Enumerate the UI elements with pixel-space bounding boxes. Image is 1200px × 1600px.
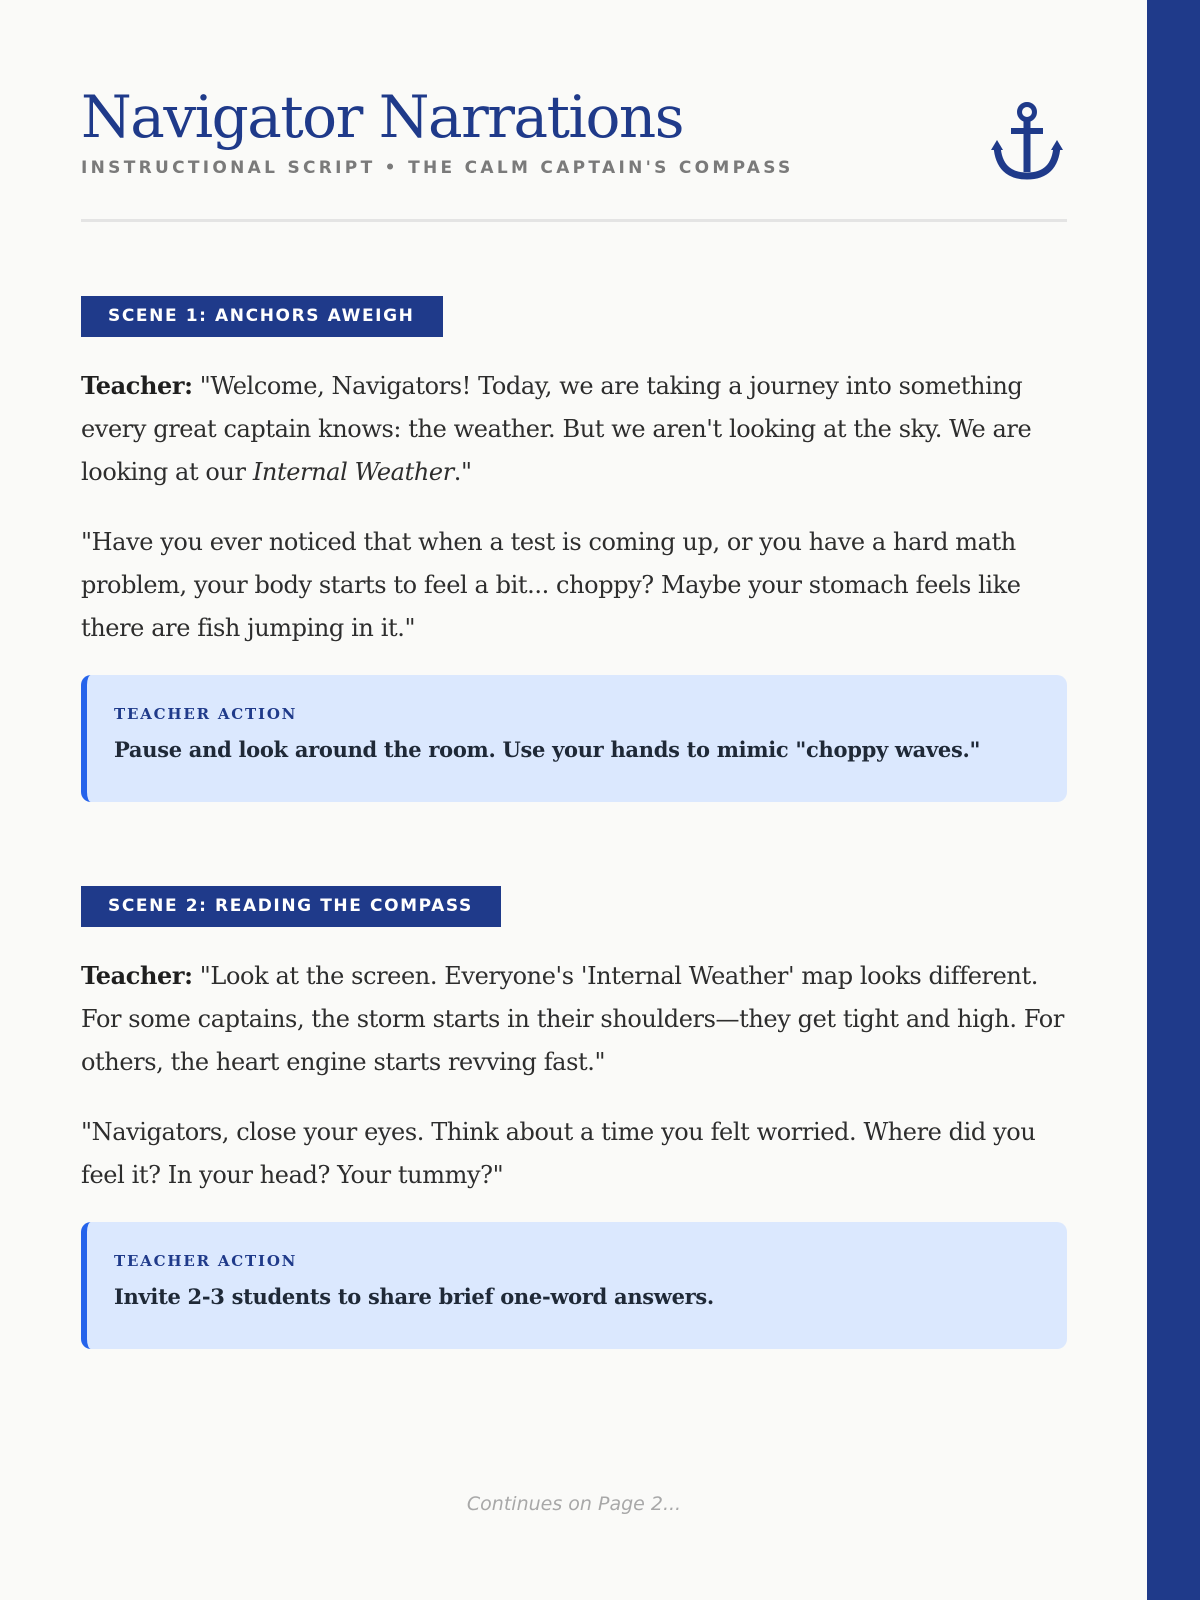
emphasis-text: Internal Weather xyxy=(252,458,454,486)
page-subtitle: INSTRUCTIONAL SCRIPT • THE CALM CAPTAIN'S COMPASS xyxy=(81,158,794,178)
teacher-action-box xyxy=(81,1222,1067,1349)
scene-1 xyxy=(81,222,1067,802)
teacher-line-text: "Welcome, Navigators! Today, we are taking a journey into something every great captain knows: the weather. But we aren't looking at the sky. We are looking at our xyxy=(81,372,1032,486)
page-title: Navigator Narrations xyxy=(81,83,683,151)
speaker-label: Teacher: xyxy=(81,961,193,990)
action-label: TEACHER ACTION xyxy=(114,1252,298,1270)
teacher-action-box xyxy=(81,675,1067,802)
side-accent-bar xyxy=(1147,0,1200,1600)
scene-2 xyxy=(81,802,1067,1349)
teacher-line xyxy=(81,364,1067,494)
anchor-icon xyxy=(991,100,1063,180)
speaker-label: Teacher: xyxy=(81,371,193,400)
action-text: Invite 2-3 students to share brief one-word answers. xyxy=(114,1284,714,1309)
page-header xyxy=(81,0,1067,222)
teacher-line-continued: "Navigators, close your eyes. Think about a time you felt worried. Where did you feel it? In your head? Your tummy?" xyxy=(81,1118,1036,1189)
teacher-line xyxy=(81,954,1067,1084)
script-page xyxy=(81,0,1067,1515)
scene-tag: SCENE 2: READING THE COMPASS xyxy=(81,886,501,927)
teacher-line-continued: "Have you ever noticed that when a test is coming up, or you have a hard math problem, your body starts to feel a bit... choppy? Maybe your stomach feels like there are fish jumping in it." xyxy=(81,528,1021,642)
teacher-line-text: "Look at the screen. Everyone's 'Internal Weather' map looks different. For some captains, the storm starts in their shoulders—they get tight and high. For others, the heart engine starts revving fast." xyxy=(81,962,1064,1076)
action-label: TEACHER ACTION xyxy=(114,705,298,723)
scene-tag: SCENE 1: ANCHORS AWEIGH xyxy=(81,296,443,337)
action-text: Pause and look around the room. Use your hands to mimic "choppy waves." xyxy=(114,737,981,762)
teacher-line-end: ." xyxy=(453,458,472,486)
page-footer: Continues on Page 2... xyxy=(466,1493,682,1515)
